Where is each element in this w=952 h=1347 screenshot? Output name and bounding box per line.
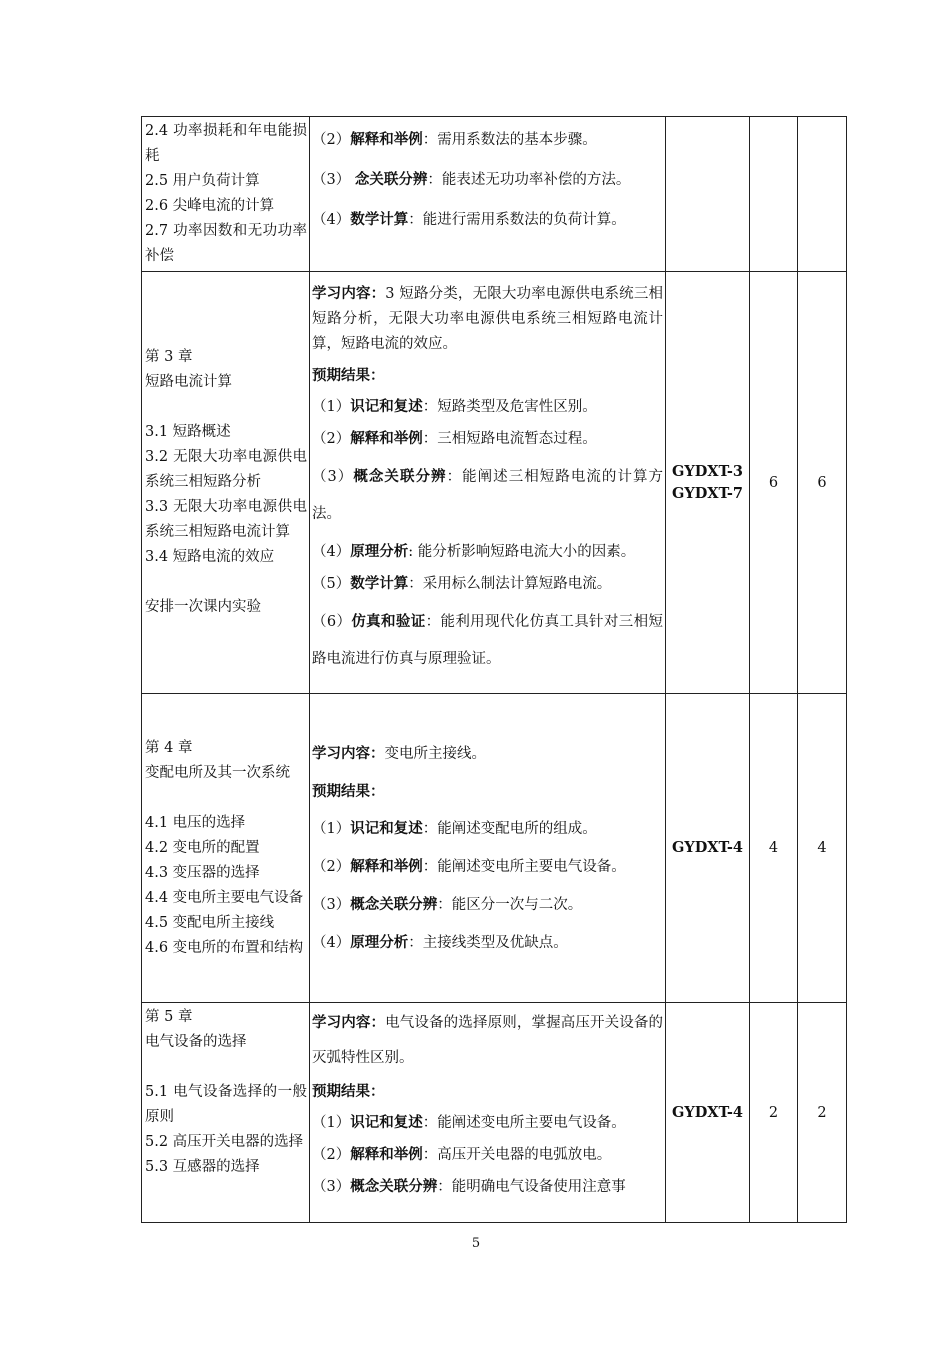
chapter-title: 短路电流计算 (145, 374, 232, 390)
content-cell (310, 694, 666, 1003)
section-line: 4.6 变电所的布置和结构 (145, 939, 304, 956)
outcome-item: （4）数学计算：能进行需用系数法的负荷计算。 (312, 211, 626, 228)
goal-code: GYDXT-3 (671, 462, 744, 480)
outcome-item: （6）仿真和验证：能利用现代化仿真工具针对三相短路电流进行仿真与原理验证。 (312, 613, 663, 667)
hours-cell: 4 (750, 694, 798, 1003)
goal-code-cell (666, 272, 750, 694)
outcome-item: （1）识记和复述：能阐述变电所主要电气设备。 (312, 1114, 626, 1131)
chapter-cell (142, 117, 310, 272)
section-line: 2.7 功率因数和无功功率补偿 (145, 223, 307, 264)
outcome-item: （4）原理分析: 能分析影响短路电流大小的因素。 (312, 543, 636, 560)
section-line: 5.2 高压开关电器的选择 (145, 1134, 304, 1150)
hours-cell: 2 (750, 1003, 798, 1223)
outcome-item: （5）数学计算：采用标么制法计算短路电流。 (312, 575, 612, 592)
table-row-chapter-2-cont (142, 117, 847, 272)
section-line: 4.5 变配电所主接线 (145, 914, 275, 931)
outcome-item: （2）解释和举例：三相短路电流暂态过程。 (312, 430, 597, 447)
page-number: 5 (471, 1236, 481, 1251)
section-line: 2.6 尖峰电流的计算 (145, 198, 275, 214)
table-row-chapter-4 (142, 694, 847, 1003)
goal-code: GYDXT-7 (671, 484, 744, 502)
outcome-item: （2）解释和举例：能阐述变电所主要电气设备。 (312, 857, 626, 875)
content-cell (310, 272, 666, 694)
chapter-number: 第 5 章 (145, 1009, 193, 1025)
syllabus-table (141, 116, 847, 1223)
outcome-item: （2）解释和举例：高压开关电器的电弧放电。 (312, 1146, 612, 1163)
table-row-chapter-3 (142, 272, 847, 694)
content-cell (310, 1003, 666, 1223)
section-line: 5.1 电气设备选择的一般原则 (145, 1084, 307, 1125)
chapter-cell (142, 694, 310, 1003)
section-line: 3.3 无限大功率电源供电系统三相短路电流计算 (145, 499, 307, 540)
outcome-item: （1）识记和复述：短路类型及危害性区别。 (312, 398, 597, 415)
outcome-item: （2）解释和举例：需用系数法的基本步骤。 (312, 131, 597, 148)
content-cell (310, 117, 666, 272)
outcome-item: （1）识记和复述：能阐述变配电所的组成。 (312, 819, 597, 837)
goal-code: GYDXT-4 (671, 1103, 744, 1121)
section-line: 5.3 互感器的选择 (145, 1159, 260, 1175)
outcome-item: （4）原理分析：主接线类型及优缺点。 (312, 933, 568, 951)
section-line: 4.1 电压的选择 (145, 814, 246, 831)
chapter-number: 第 4 章 (145, 739, 193, 756)
hours-cell: 2 (798, 1003, 847, 1223)
section-line: 4.2 变电所的配置 (145, 839, 260, 856)
outcome-item: （3）概念关联分辨：能明确电气设备使用注意事 (312, 1178, 626, 1195)
chapter-cell (142, 272, 310, 694)
expected-results-label: 预期结果： (312, 782, 385, 800)
section-line: 2.4 功率损耗和年电能损耗 (145, 123, 307, 164)
experiment-note: 安排一次课内实验 (145, 599, 261, 615)
hours-cell: 6 (750, 272, 798, 694)
learning-content: 学习内容：3 短路分类，无限大功率电源供电系统三相短路分析，无限大功率电源供电系统三相短路电流计算，短路电流的效应。 (312, 285, 663, 352)
expected-results-label: 预期结果： (312, 367, 385, 384)
chapter-number: 第 3 章 (145, 349, 193, 365)
outcome-item: （3） 念关联分辨：能表述无功功率补偿的方法。 (312, 171, 631, 188)
section-line: 2.5 用户负荷计算 (145, 173, 260, 189)
section-line: 4.4 变电所主要电气设备 (145, 889, 304, 906)
section-line: 3.2 无限大功率电源供电系统三相短路分析 (145, 449, 307, 490)
goal-code-cell (666, 117, 750, 272)
hours-cell: 4 (798, 694, 847, 1003)
learning-content: 学习内容：变电所主接线。 (312, 744, 486, 762)
outcome-item: （3）概念关联分辨：能阐述三相短路电流的计算方法。 (312, 468, 664, 522)
hours-cell (798, 117, 847, 272)
chapter-title: 电气设备的选择 (145, 1034, 247, 1050)
section-line: 4.3 变压器的选择 (145, 864, 260, 881)
section-line: 3.4 短路电流的效应 (145, 549, 275, 565)
chapter-cell (142, 1003, 310, 1223)
hours-cell: 6 (798, 272, 847, 694)
section-line: 3.1 短路概述 (145, 424, 231, 440)
chapter-title: 变配电所及其一次系统 (145, 764, 290, 781)
goal-code: GYDXT-4 (671, 839, 744, 856)
hours-cell (750, 117, 798, 272)
outcome-item: （3）概念关联分辨：能区分一次与二次。 (312, 895, 583, 913)
goal-code-cell (666, 1003, 750, 1223)
goal-code-cell (666, 694, 750, 1003)
learning-content: 学习内容：电气设备的选择原则，掌握高压开关设备的灭弧特性区别。 (312, 1014, 664, 1066)
table-row-chapter-5 (142, 1003, 847, 1223)
expected-results-label: 预期结果： (312, 1083, 385, 1100)
